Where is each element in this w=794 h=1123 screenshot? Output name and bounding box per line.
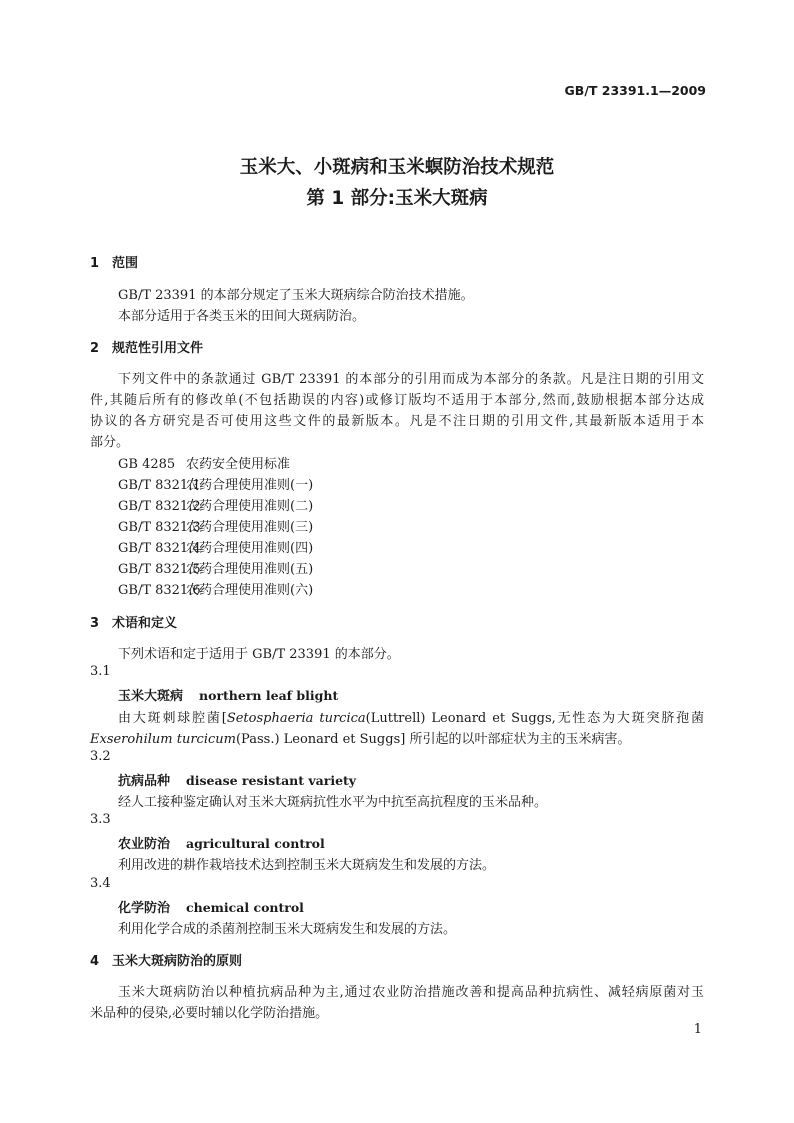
section-4-paragraph-line-1: 玉米大斑病防治以种植抗病品种为主,通过农业防治措施改善和提高品种抗病性、减轻病原菌对玉: [118, 985, 704, 1000]
term-definition: 利用改进的耕作栽培技术达到控制玉米大斑病发生和发展的方法。: [118, 858, 496, 873]
section-3-heading: [90, 612, 177, 631]
term-zh: 化学防治: [118, 901, 171, 916]
section-1-heading: [90, 252, 138, 271]
term-definition: 经人工接种鉴定确认对玉米大斑病抗性水平为中抗至高抗程度的玉米品种。: [118, 795, 548, 810]
section-1-paragraph-2: 本部分适用于各类玉米的田间大斑病防治。: [118, 309, 366, 324]
reference-item: [118, 495, 313, 514]
term-en: disease resistant variety: [186, 773, 357, 788]
term-en: agricultural control: [186, 836, 325, 851]
reference-code: GB 4285: [118, 457, 176, 472]
reference-name: 农药合理使用准则(二): [186, 499, 314, 514]
section-1-paragraph-1: GB/T 23391 的本部分规定了玉米大斑病综合防治技术措施。: [118, 288, 474, 303]
term-en: northern leaf blight: [199, 688, 339, 703]
reference-item: [118, 474, 313, 493]
reference-code: GB/T 8321.1: [118, 478, 201, 493]
reference-name: 农药合理使用准则(五): [186, 562, 314, 577]
term-entry: [118, 685, 338, 704]
standard-code: GB/T 23391.1—2009: [564, 83, 706, 98]
reference-name: 农药合理使用准则(四): [186, 541, 314, 556]
section-title: 范围: [112, 256, 139, 271]
term-zh: 农业防治: [118, 837, 171, 852]
reference-code: GB/T 8321.6: [118, 583, 201, 598]
term-definition-line-2: [90, 728, 630, 747]
document-title-line2: 第 1 部分:玉米大斑病: [306, 188, 488, 209]
section-2-heading: [90, 337, 203, 356]
reference-name: 农药合理使用准则(六): [186, 583, 314, 598]
section-2-intro-line-2: 件,其随后所有的修改单(不包括勘误的内容)或修订版均不适用于本部分,然而,鼓励根据本部分达成: [90, 393, 704, 408]
reference-name: 农药安全使用标准: [186, 457, 291, 472]
section-number: 3: [90, 616, 100, 631]
reference-code: GB/T 8321.4: [118, 541, 201, 556]
reference-item: [118, 453, 290, 472]
reference-item: [118, 579, 313, 598]
reference-code: GB/T 8321.3: [118, 520, 201, 535]
section-title: 术语和定义: [112, 616, 178, 631]
reference-code: GB/T 8321.5: [118, 562, 201, 577]
term-entry: [118, 770, 356, 789]
section-number: 4: [90, 954, 100, 969]
section-2-intro-line-4: 部分。: [90, 435, 130, 450]
section-2-intro-line-3: 协议的各方研究是否可使用这些文件的最新版本。凡是不注日期的引用文件,其最新版本适用于本: [90, 414, 704, 429]
section-title: 玉米大斑病防治的原则: [112, 954, 243, 969]
species-name: Exserohilum turcicum: [90, 732, 236, 747]
species-name: Setosphaeria turcica: [226, 711, 366, 726]
page-number: 1: [693, 1022, 702, 1037]
definition-text: 由大斑刺球腔菌[: [118, 711, 227, 726]
term-zh: 玉米大斑病: [118, 689, 184, 704]
term-entry: [118, 833, 325, 852]
term-number: 3.3: [90, 812, 111, 827]
reference-name: 农药合理使用准则(一): [186, 478, 314, 493]
definition-text: (Pass.) Leonard et Suggs] 所引起的以叶部症状为主的玉米病害。: [235, 732, 631, 747]
term-number: 3.2: [90, 749, 111, 764]
term-number: 3.4: [90, 876, 111, 891]
reference-code: GB/T 8321.2: [118, 499, 201, 514]
document-title-line1: 玉米大、小斑病和玉米螟防治技术规范: [239, 157, 555, 178]
reference-item: [118, 558, 313, 577]
reference-item: [118, 516, 313, 535]
term-definition: 利用化学合成的杀菌剂控制玉米大斑病发生和发展的方法。: [118, 922, 457, 937]
term-number: 3.1: [90, 664, 111, 679]
section-4-paragraph-line-2: 米品种的侵染,必要时辅以化学防治措施。: [90, 1006, 329, 1021]
term-definition-line-1: [118, 707, 704, 726]
section-title: 规范性引用文件: [112, 341, 204, 356]
term-en: chemical control: [186, 900, 304, 915]
reference-item: [118, 537, 313, 556]
section-2-intro-line-1: 下列文件中的条款通过 GB/T 23391 的本部分的引用而成为本部分的条款。凡是注日期的引用文: [118, 372, 704, 387]
section-number: 2: [90, 341, 100, 356]
section-3-intro: 下列术语和定于适用于 GB/T 23391 的本部分。: [118, 647, 400, 662]
reference-name: 农药合理使用准则(三): [186, 520, 314, 535]
term-entry: [118, 897, 304, 916]
section-number: 1: [90, 256, 100, 271]
section-4-heading: [90, 950, 242, 969]
term-zh: 抗病品种: [118, 774, 171, 789]
definition-text: (Luttrell) Leonard et Suggs,无性态为大斑突脐孢菌: [365, 711, 704, 726]
